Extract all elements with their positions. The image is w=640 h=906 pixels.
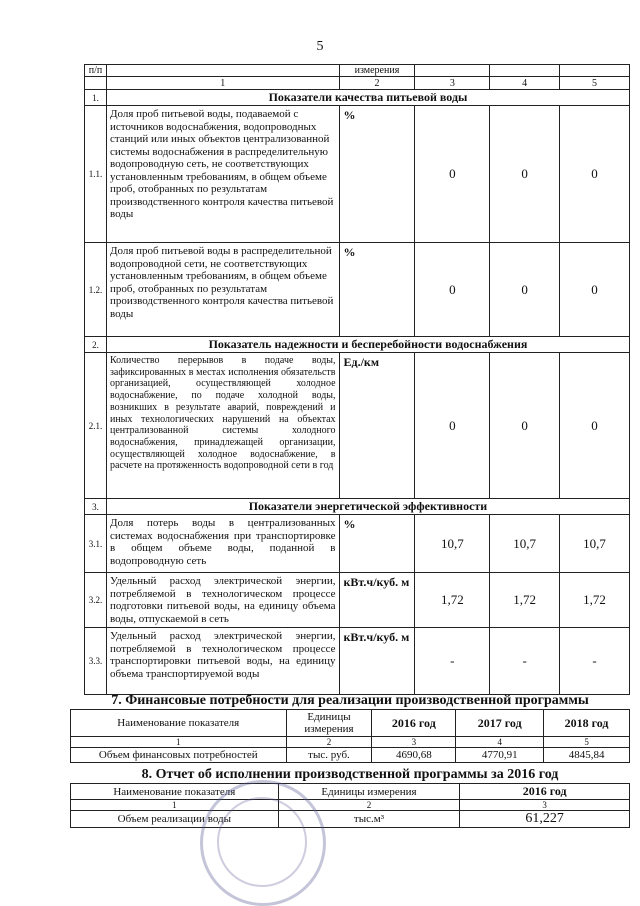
indicator-name: Доля проб питьевой воды, подаваемой с источников водоснабжения, водопроводных станций или иных объектов централизованной системы водоснабжения в распределительную водопроводную сеть, не соответствующих установленным требованиям, в общем объеме проб, отобранных по результатам производственного контроля качества питьевой воды [106,106,339,243]
section-row-2: 2. Показатель надежности и бесперебойности водоснабжения [85,337,630,353]
table-row: 2.1. Количество перерывов в подаче воды, зафиксированных в местах исполнения обязательств организацией, осуществляющей холодное водоснабжение, по подаче холодной воды, возникших в результате аварий, повреждений и иных технологических нарушений на объектах централизованной системы холодного водоснабжения, принадлежащей организации, осуществляющей холодное водоснабжение, в расчете на протяженность водопроводной сети в год Ед./км 0 0 0 [85,353,630,499]
indicator-unit: кВт.ч/куб. м [339,573,415,628]
table-row: 3.1. Доля потерь воды в централизованных системах водоснабжения при транспортировке в общем объеме воды, поданной в водопроводную сеть % 10,7 10,7 10,7 [85,515,630,573]
table-row [71,811,630,828]
header-cell: Единицы измерения [286,710,372,737]
table-row: Объем финансовых потребностей тыс. руб. 4690,68 4770,91 4845,84 [71,748,630,763]
indicator-unit: Ед./км [339,353,415,499]
report-number-row: 1 2 3 [71,800,630,811]
header-cell: 2016 год [460,784,630,800]
indicator-unit: кВт.ч/куб. м [339,628,415,695]
header-cell: 2017 год [456,710,544,737]
header-cell: 2016 год [372,710,456,737]
section-title: Показатели энергетической эффективности [106,499,629,515]
section-title: Показатели качества питьевой воды [106,90,629,106]
page-number: 5 [316,39,324,54]
indicator-name: Доля проб питьевой воды в распределительной водопроводной сети, не соответствующих установленным требованиям, в общем объеме проб, отобранных по результатам производственного контроля качества питьевой воды [106,243,339,337]
report-header-row [71,784,630,800]
indicator-unit: % [339,106,415,243]
section7-title: 7. Финансовые потребности для реализации производственной программы [111,693,589,708]
indicator-unit: % [339,515,415,573]
indicator-name: Удельный расход электрической энергии, потребляемой в технологическом процессе подготовки питьевой воды, на единицу объема воды, отпускаемой в сеть [106,573,339,628]
finance-header-row [71,710,630,737]
col-num-4: 4 [490,77,560,90]
header-row-1 [85,65,630,77]
finance-row-name: Объем финансовых потребностей [71,748,287,763]
report-row-value: 61,227 [460,811,630,828]
header-cell: Наименование показателя [71,784,279,800]
section-title: Показатель надежности и бесперебойности водоснабжения [106,337,629,353]
header-cell: Наименование показателя [71,710,287,737]
report-table [70,783,630,828]
header-cell: 2018 год [544,710,630,737]
finance-number-row: 1 2 3 4 5 [71,737,630,748]
section-row-1: 1. Показатели качества питьевой воды [85,90,630,106]
header-row-2 [85,77,630,90]
col-num-5: 5 [560,77,630,90]
table-row: 1.1. Доля проб питьевой воды, подаваемой с источников водоснабжения, водопроводных станций или иных объектов централизованной системы водоснабжения в распределительную водопроводную сеть, не соответствующих установленным требованиям, в общем объеме проб, отобранных по результатам производственного контроля качества питьевой воды % 0 0 0 [85,106,630,243]
section-row-3: 3. Показатели энергетической эффективности [85,499,630,515]
col-num-3: 3 [415,77,490,90]
finance-row-unit: тыс. руб. [286,748,372,763]
indicator-name: Удельный расход электрической энергии, потребляемой в технологическом процессе транспортировки питьевой воды, на единицу объема транспортируемой воды [106,628,339,695]
indicator-name: Доля потерь воды в централизованных системах водоснабжения при транспортировке в общем объеме воды, поданной в водопроводную сеть [106,515,339,573]
indicators-table [84,64,630,695]
section8-title: 8. Отчет об исполнении производственной программы за 2016 год [141,767,559,782]
table-row: 3.2. Удельный расход электрической энергии, потребляемой в технологическом процессе подготовки питьевой воды, на единицу объема воды, отпускаемой в сеть кВт.ч/куб. м 1,72 1,72 1,72 [85,573,630,628]
indicator-unit: % [339,243,415,337]
col-num-2: 2 [339,77,415,90]
report-row-unit: тыс.м³ [278,811,460,828]
official-seal-stamp [200,780,326,906]
header-num: п/п [85,65,107,77]
header-cell: Единицы измерения [278,784,460,800]
table-row: 1.2. Доля проб питьевой воды в распределительной водопроводной сети, не соответствующих установленным требованиям, в общем объеме проб, отобранных по результатам производственного контроля качества питьевой воды % 0 0 0 [85,243,630,337]
indicator-name: Количество перерывов в подаче воды, зафиксированных в местах исполнения обязательств организацией, осуществляющей холодное водоснабжение, по подаче холодной воды, возникших в результате аварий, повреждений и иных технологических нарушений на объектах централизованной системы холодного водоснабжения, принадлежащей организации, осуществляющей холодное водоснабжение, в расчете на протяженность водопроводной сети в год [106,353,339,499]
report-row-name: Объем реализации воды [71,811,279,828]
finance-table [70,709,630,763]
col-num-1: 1 [106,77,339,90]
table-row: 3.3. Удельный расход электрической энергии, потребляемой в технологическом процессе транспортировки питьевой воды, на единицу объема транспортируемой воды кВт.ч/куб. м - - - [85,628,630,695]
header-unit: измерения [339,65,415,77]
